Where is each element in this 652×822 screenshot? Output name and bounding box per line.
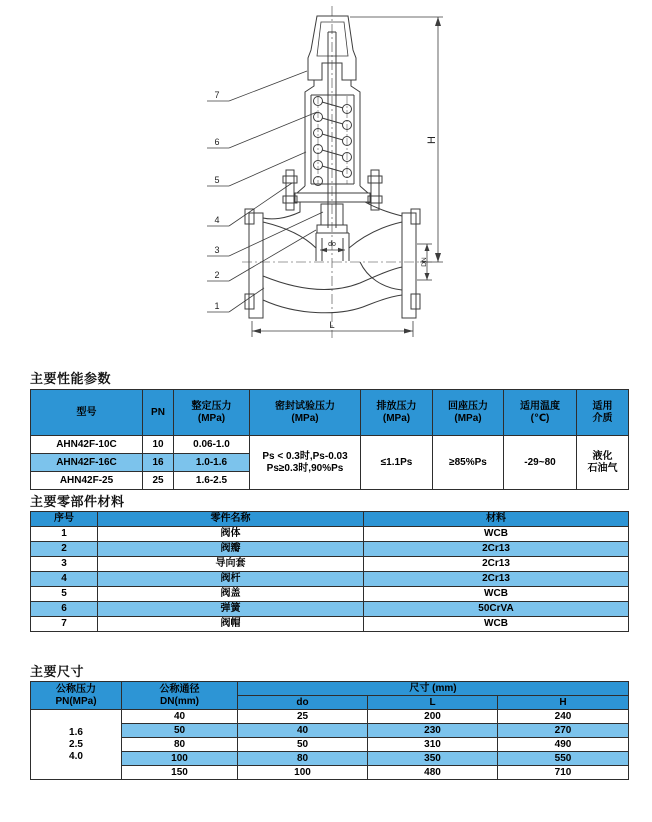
H-cell: 710 [498,766,629,780]
material-cell: 2Cr13 [364,572,629,587]
part-name-cell: 阀体 [98,527,364,542]
bonnet-neck-right [351,80,360,100]
col-header-nominal-pressure: 公称压力 PN(MPa) [31,682,122,710]
col-header-medium: 适用 介质 [577,390,629,436]
dimensions-section-title: 主要尺寸 [30,664,85,679]
model-cell: AHN42F-16C [31,454,143,472]
material-cell: 2Cr13 [364,542,629,557]
material-cell: WCB [364,617,629,632]
dn-cell: 150 [122,766,238,780]
dim-label-L: L [329,320,335,331]
material-row [31,602,629,617]
material-row [31,557,629,572]
H-cell: 550 [498,752,629,766]
material-cell: WCB [364,587,629,602]
index-cell: 6 [31,602,98,617]
dim-label-do: do [328,241,336,248]
col-header-size-group: 尺寸 (mm) [238,682,629,696]
callout-2: 2 [214,270,220,280]
index-cell: 3 [31,557,98,572]
valve-cap-inner [317,22,348,56]
L-cell: 480 [368,766,498,780]
index-cell: 5 [31,587,98,602]
model-cell: AHN42F-10C [31,436,143,454]
H-cell: 240 [498,710,629,724]
col-header-set-pressure: 整定压力 (MPa) [174,390,250,436]
material-row [31,542,629,557]
do-cell: 80 [238,752,368,766]
col-header-do: do [238,696,368,710]
model-cell: AHN42F-25 [31,472,143,490]
pn-cell: 16 [143,454,174,472]
col-header-seal-test: 密封试验压力 (MPa) [250,390,361,436]
chamber-skirt [297,186,368,193]
dimensions-header-row [31,682,629,696]
dim-label-DN: DN [421,257,428,267]
materials-header-row [31,512,629,527]
part-name-cell: 阀杆 [98,572,364,587]
col-header-discharge: 排放压力 (MPa) [361,390,433,436]
L-cell: 310 [368,738,498,752]
index-cell: 4 [31,572,98,587]
do-cell: 40 [238,724,368,738]
pn-cell: 10 [143,436,174,454]
material-row [31,527,629,542]
dim-label-H: H [426,136,438,144]
material-row [31,617,629,632]
materials-section-title: 主要零部件材料 [30,494,125,509]
part-name-cell: 阀盖 [98,587,364,602]
part-name-cell: 导向套 [98,557,364,572]
performance-row [31,436,629,454]
col-header-L: L [368,696,498,710]
dimension-row [31,710,629,724]
performance-header-row [31,390,629,436]
discharge-cell: ≤1.1Ps [361,436,433,490]
callout-3: 3 [214,245,220,255]
part-name-cell: 阀瓣 [98,542,364,557]
pn-cell: 25 [143,472,174,490]
index-cell: 2 [31,542,98,557]
col-header-temp: 适用温度 (℃) [504,390,577,436]
callout-numbers [214,90,219,311]
col-header-material: 材料 [364,512,629,527]
do-cell: 25 [238,710,368,724]
material-cell: 2Cr13 [364,557,629,572]
L-cell: 350 [368,752,498,766]
material-row [31,572,629,587]
performance-table [30,389,629,490]
index-cell: 7 [31,617,98,632]
part-name-cell: 弹簧 [98,602,364,617]
materials-table [30,511,629,632]
callout-leaders [207,71,323,312]
bonnet-flange-plate [295,193,370,202]
part-name-cell: 阀帽 [98,617,364,632]
dn-cell: 40 [122,710,238,724]
dn-cell: 80 [122,738,238,752]
callout-6: 6 [214,137,220,147]
dn-cell: 50 [122,724,238,738]
H-cell: 270 [498,724,629,738]
valve-technical-drawing [0,0,652,364]
dimension-arrows [252,17,441,334]
callout-1: 1 [214,301,220,311]
reseat-cell: ≥85%Ps [433,436,504,490]
col-header-H: H [498,696,629,710]
dimensions-table [30,681,629,780]
valve-cross-section [242,6,434,338]
L-cell: 230 [368,724,498,738]
col-header-nominal-diameter: 公称通径 DN(mm) [122,682,238,710]
H-cell: 490 [498,738,629,752]
do-cell: 50 [238,738,368,752]
set-pressure-cell: 0.06-1.0 [174,436,250,454]
do-cell: 100 [238,766,368,780]
pn-values-cell: 1.6 2.5 4.0 [31,710,122,780]
index-cell: 1 [31,527,98,542]
callout-7: 7 [214,90,220,100]
valve-body [245,202,420,318]
bonnet-neck-left [305,80,314,100]
material-row [31,587,629,602]
callout-4: 4 [214,215,220,225]
col-header-index: 序号 [31,512,98,527]
col-header-part-name: 零件名称 [98,512,364,527]
col-header-reseat: 回座压力 (MPa) [433,390,504,436]
temp-cell: -29~80 [504,436,577,490]
spring-coils [314,97,352,186]
medium-cell: 液化 石油气 [577,436,629,490]
material-cell: WCB [364,527,629,542]
dn-cell: 100 [122,752,238,766]
seal-test-cell: Ps < 0.3时,Ps-0.03 Ps≥0.3时,90%Ps [250,436,361,490]
col-header-pn: PN [143,390,174,436]
material-cell: 50CrVA [364,602,629,617]
L-cell: 200 [368,710,498,724]
callout-5: 5 [214,175,220,185]
set-pressure-cell: 1.6-2.5 [174,472,250,490]
performance-section-title: 主要性能参数 [30,371,112,386]
col-header-model: 型号 [31,390,143,436]
set-pressure-cell: 1.0-1.6 [174,454,250,472]
